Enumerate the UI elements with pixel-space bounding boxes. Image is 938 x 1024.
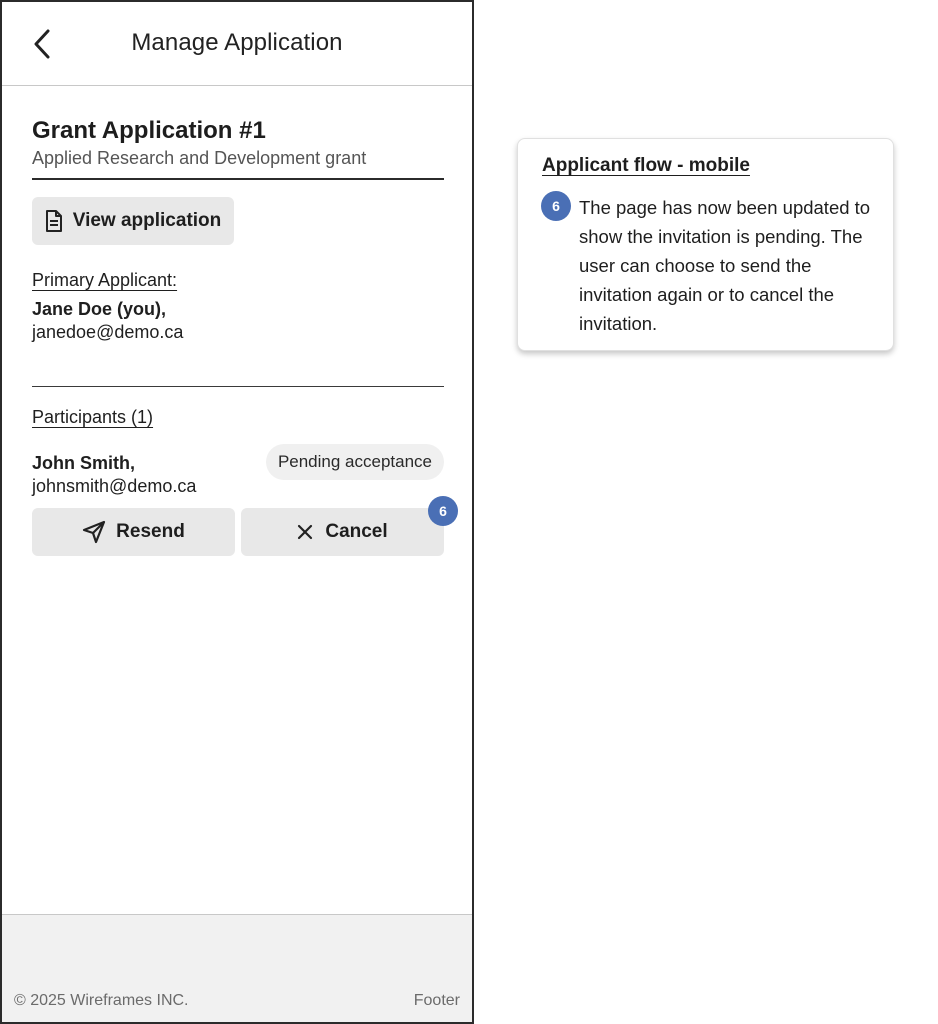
footer-link[interactable]: Footer bbox=[413, 992, 460, 1009]
send-icon bbox=[82, 520, 106, 544]
footer-copyright: © 2025 Wireframes INC. bbox=[14, 992, 189, 1009]
participants-label: Participants (1) bbox=[32, 407, 154, 427]
divider bbox=[32, 386, 444, 387]
main-content bbox=[32, 116, 447, 556]
participant-email: johnsmith@demo.ca bbox=[32, 476, 197, 496]
footer bbox=[2, 914, 472, 1022]
annotation-badge: 6 bbox=[541, 191, 571, 221]
view-application-button[interactable] bbox=[32, 197, 234, 245]
participant-actions bbox=[32, 503, 447, 556]
app-header bbox=[2, 2, 472, 86]
primary-applicant-email: janedoe@demo.ca bbox=[32, 322, 184, 342]
annotation-text: The page has now been updated to show the invitation is pending. The user can choose to send the invitation again or to cancel the invitation. bbox=[579, 197, 871, 334]
application-subtitle: Applied Research and Development grant bbox=[32, 148, 367, 168]
annotation-card bbox=[517, 138, 894, 351]
close-icon bbox=[297, 524, 313, 540]
step-badge: 6 bbox=[428, 496, 458, 526]
primary-applicant-name: Jane Doe (you), bbox=[32, 299, 167, 319]
page-title: Manage Application bbox=[131, 29, 343, 56]
annotation-title: Applicant flow - mobile bbox=[542, 155, 750, 176]
resend-label: Resend bbox=[116, 521, 185, 542]
resend-button[interactable] bbox=[32, 508, 235, 556]
divider bbox=[32, 178, 444, 180]
document-icon bbox=[45, 210, 63, 232]
participant-item bbox=[32, 452, 444, 498]
primary-applicant-label: Primary Applicant: bbox=[32, 270, 178, 290]
application-title: Grant Application #1 bbox=[32, 117, 266, 144]
cancel-button[interactable] bbox=[241, 503, 447, 556]
view-application-label: View application bbox=[72, 210, 222, 231]
participant-name: John Smith, bbox=[32, 453, 135, 473]
cancel-label: Cancel bbox=[325, 521, 388, 542]
status-badge: Pending acceptance bbox=[266, 444, 444, 480]
